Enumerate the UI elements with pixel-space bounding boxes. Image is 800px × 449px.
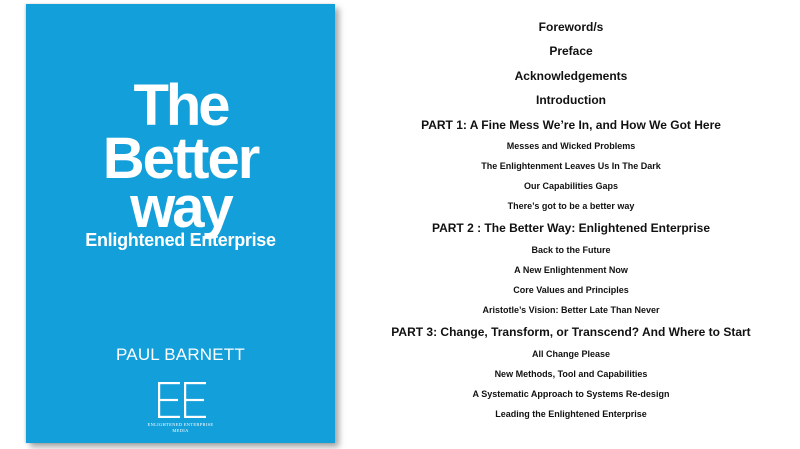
toc-entry-leading: Leading the Enlightened Enterprise: [495, 409, 647, 419]
toc-part-1-heading: PART 1: A Fine Mess We’re In, and How We Got Here: [421, 118, 721, 132]
publisher-line-1: ENLIGHTENED ENTERPRISE: [147, 422, 214, 427]
toc-entry-back-to-future: Back to the Future: [531, 245, 611, 255]
toc-part-3-heading: PART 3: Change, Transform, or Transcend? And Where to Start: [391, 325, 751, 339]
cover-publisher: [26, 422, 335, 434]
toc-entry-introduction: Introduction: [536, 93, 606, 107]
cover-author: PAUL BARNETT: [116, 345, 245, 364]
table-of-contents: [342, 0, 800, 449]
book-cover: [26, 4, 335, 443]
toc-entry-core-values: Core Values and Principles: [513, 285, 629, 295]
toc-entry-better-way: There’s got to be a better way: [507, 201, 635, 211]
publisher-logo-icon: [154, 380, 212, 420]
toc-entry-all-change: All Change Please: [531, 349, 611, 359]
cover-title-line-3: way: [130, 175, 231, 240]
toc-part-2-heading: PART 2 : The Better Way: Enlightened Enterprise: [431, 221, 711, 235]
cover-title-line-2: Better: [102, 126, 259, 191]
cover-title-line-1: The: [133, 73, 228, 138]
publisher-line-2: MEDIA: [172, 428, 189, 433]
toc-entry-new-enlightenment: A New Enlightenment Now: [514, 265, 628, 275]
toc-entry-messes: Messes and Wicked Problems: [506, 141, 636, 151]
toc-entry-systematic-approach: A Systematic Approach to Systems Re-design: [472, 389, 670, 399]
toc-entry-aristotle: Aristotle’s Vision: Better Late Than Never: [482, 305, 660, 315]
toc-entry-acknowledgements: Acknowledgements: [514, 69, 628, 83]
toc-entry-capabilities-gaps: Our Capabilities Gaps: [523, 181, 619, 191]
toc-entry-foreword: Foreword/s: [538, 20, 604, 34]
toc-entry-enlightenment-dark: The Enlightenment Leaves Us In The Dark: [481, 161, 661, 171]
toc-entry-preface: Preface: [549, 44, 593, 58]
toc-entry-new-methods: New Methods, Tool and Capabilities: [494, 369, 648, 379]
cover-subtitle: Enlightened Enterprise: [85, 230, 276, 250]
